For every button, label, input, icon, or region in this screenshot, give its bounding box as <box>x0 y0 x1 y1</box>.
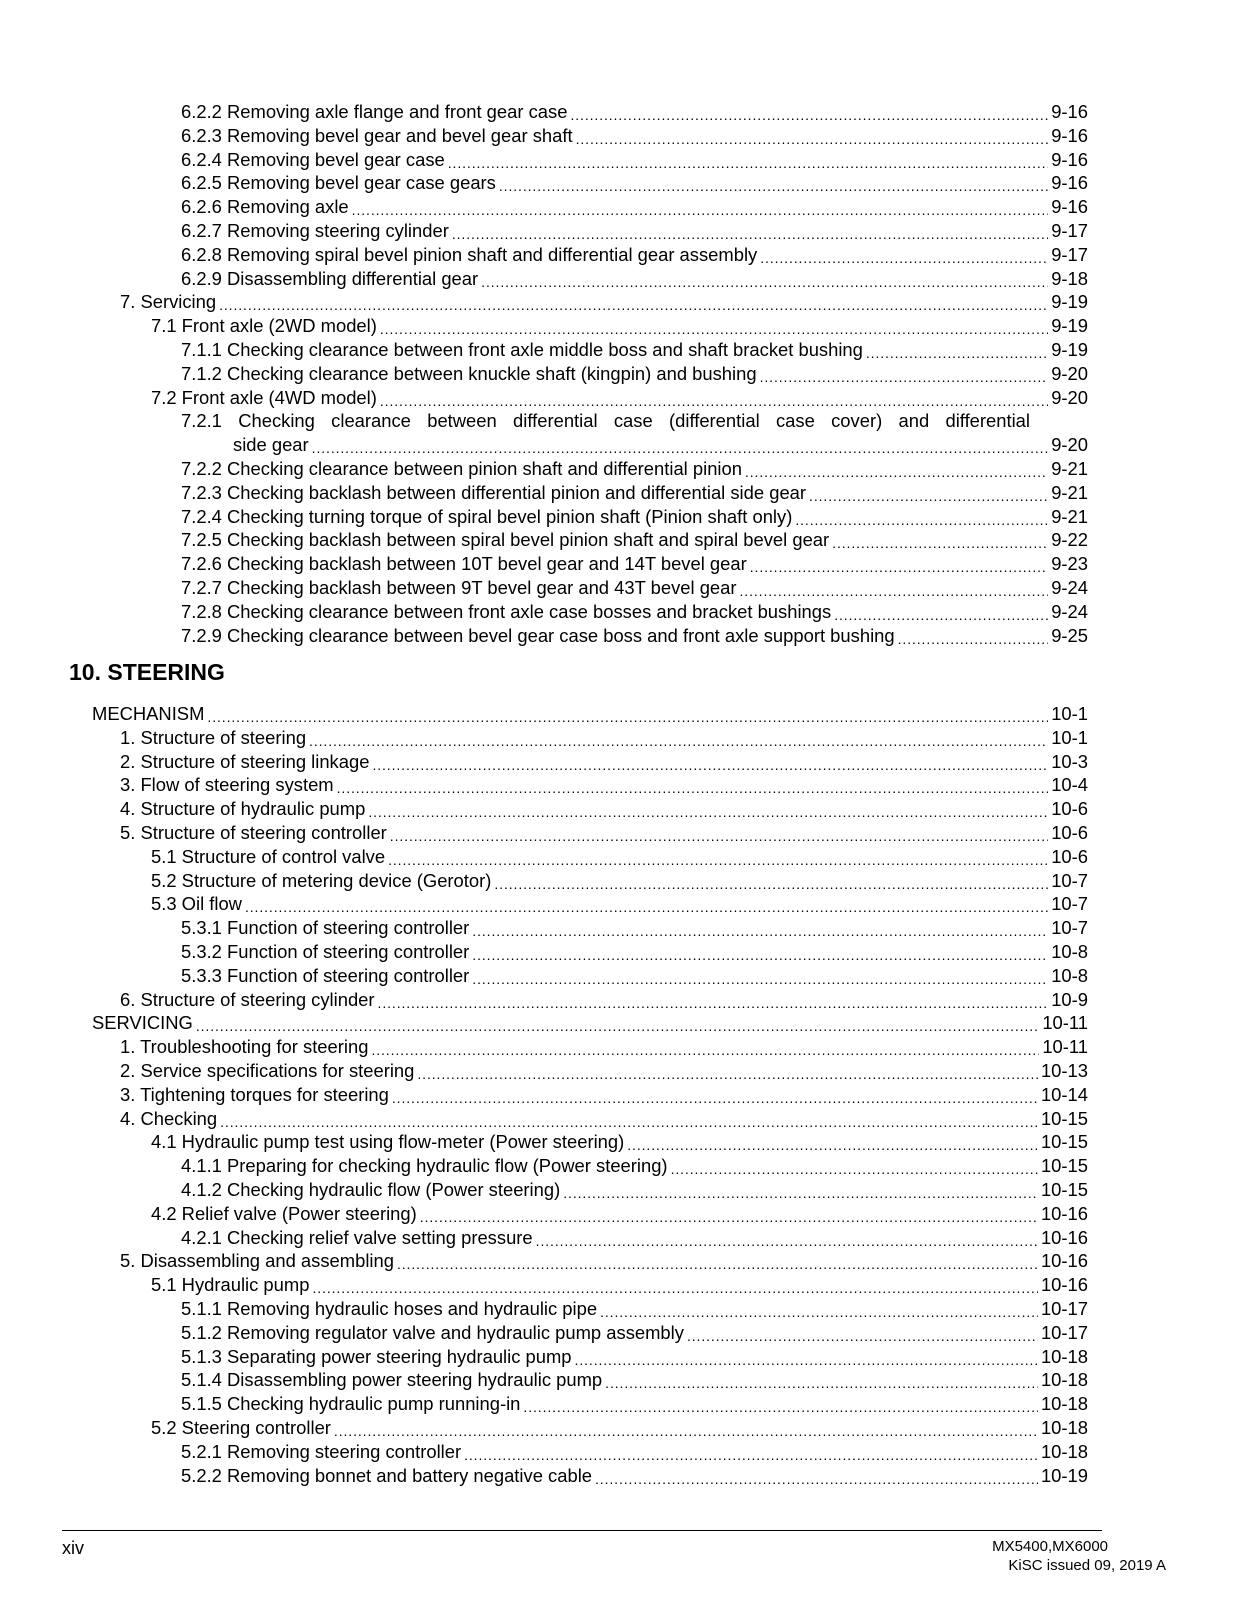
dot-leader <box>575 1347 1038 1365</box>
toc-entry[interactable] <box>151 869 1088 893</box>
dot-leader <box>309 728 1048 746</box>
toc-entry[interactable] <box>120 1059 1088 1083</box>
toc-entry[interactable] <box>181 1226 1088 1250</box>
dot-leader <box>245 894 1048 912</box>
toc-entry[interactable] <box>233 433 1088 457</box>
toc-entry-page: 10-11 <box>1042 1012 1088 1033</box>
dot-leader <box>627 1132 1038 1150</box>
dot-leader <box>378 990 1049 1008</box>
toc-entry[interactable] <box>151 386 1088 410</box>
toc-entry-page: 9-21 <box>1051 482 1088 503</box>
toc-entry[interactable] <box>181 1321 1088 1345</box>
dot-leader <box>334 1418 1038 1436</box>
toc-entry[interactable] <box>181 124 1088 148</box>
footer-page-number: xiv <box>62 1538 84 1558</box>
dot-leader <box>380 316 1048 334</box>
toc-entry[interactable] <box>181 624 1088 648</box>
toc-entry-title: 5.1.5 Checking hydraulic pump running-in <box>181 1393 521 1414</box>
toc-entry[interactable] <box>181 1345 1088 1369</box>
toc-entry-page: 9-20 <box>1051 387 1088 408</box>
toc-entry-page: 10-13 <box>1040 1060 1088 1081</box>
toc-entry-title: SERVICING <box>92 1012 193 1033</box>
toc-entry-title: 5.2 Steering controller <box>151 1417 331 1438</box>
toc-entry-page: 10-18 <box>1040 1346 1088 1367</box>
toc-entry-page: 9-16 <box>1051 125 1088 146</box>
toc-entry-page: 9-22 <box>1051 529 1088 550</box>
toc-entry-title: 7.2.4 Checking turning torque of spiral bevel pinion shaft (Pinion shaft only) <box>181 506 793 527</box>
dot-leader <box>499 173 1048 191</box>
toc-entry[interactable] <box>151 1130 1088 1154</box>
dot-leader <box>371 1037 1039 1055</box>
toc-entry-page: 9-24 <box>1051 601 1088 622</box>
dot-leader <box>417 1061 1038 1079</box>
toc-entry[interactable] <box>181 916 1088 940</box>
toc-entry-title: 7.2.9 Checking clearance between bevel gear case boss and front axle support bushing <box>181 625 895 646</box>
toc-entry-page: 9-19 <box>1051 291 1088 312</box>
dot-leader <box>834 602 1048 620</box>
toc-entry-page: 10-8 <box>1051 965 1088 986</box>
toc-entry[interactable] <box>151 1273 1088 1297</box>
toc-entry-title: 1. Troubleshooting for steering <box>120 1036 369 1057</box>
toc-entry[interactable] <box>181 338 1088 362</box>
toc-entry-page: 9-16 <box>1051 172 1088 193</box>
toc-entry-page: 9-18 <box>1051 268 1088 289</box>
toc-entry[interactable] <box>151 892 1088 916</box>
section-heading: 10. STEERING <box>69 659 225 685</box>
toc-entry-page: 10-18 <box>1040 1441 1088 1462</box>
toc-entry-title: 7.1.1 Checking clearance between front axle middle boss and shaft bracket bushing <box>181 339 863 360</box>
dot-leader <box>595 1466 1038 1484</box>
toc-entry-title: 5. Structure of steering controller <box>120 822 387 843</box>
toc-entry[interactable] <box>181 1154 1088 1178</box>
toc-entry[interactable] <box>181 600 1088 624</box>
toc-entry-title: 5.1.2 Removing regulator valve and hydraulic pump assembly <box>181 1322 684 1343</box>
toc-entry[interactable] <box>120 726 1088 750</box>
toc-entry-title: 1. Structure of steering <box>120 727 307 748</box>
toc-entry-page: 9-25 <box>1051 625 1088 646</box>
toc-entry-title: 7.1 Front axle (2WD model) <box>151 315 377 336</box>
toc-entry-title: 5. Disassembling and assembling <box>120 1250 394 1271</box>
toc-entry-title: 5.1 Hydraulic pump <box>151 1274 310 1295</box>
toc-entry-page: 10-16 <box>1040 1274 1088 1295</box>
toc-entry[interactable] <box>181 481 1088 505</box>
dot-leader <box>472 918 1048 936</box>
toc-entry-page: 9-19 <box>1051 315 1088 336</box>
toc-entry-page: 10-15 <box>1040 1179 1088 1200</box>
toc-entry-page: 10-19 <box>1040 1465 1088 1486</box>
toc-entry-title: 3. Flow of steering system <box>120 774 334 795</box>
toc-entry-title: 4.2.1 Checking relief valve setting pressure <box>181 1227 533 1248</box>
toc-entry-page: 10-6 <box>1051 798 1088 819</box>
toc-entry[interactable] <box>151 1202 1088 1226</box>
toc-entry-title: 6. Structure of steering cylinder <box>120 989 375 1010</box>
toc-entry-page: 10-16 <box>1040 1250 1088 1271</box>
dot-leader <box>523 1394 1038 1412</box>
dot-leader <box>420 1204 1038 1222</box>
toc-entry[interactable] <box>181 940 1088 964</box>
dot-leader <box>352 197 1049 215</box>
toc-entry-page: 9-17 <box>1051 220 1088 241</box>
toc-entry-title: 6.2.9 Disassembling differential gear <box>181 268 479 289</box>
toc-entry-title: 7.1.2 Checking clearance between knuckle shaft (kingpin) and bushing <box>181 363 757 384</box>
toc-entry-title: 5.2 Structure of metering device (Gerotor) <box>151 870 492 891</box>
toc-entry-page: 9-17 <box>1051 244 1088 265</box>
toc-entry-page: 9-20 <box>1051 434 1088 455</box>
toc-entry[interactable] <box>181 1368 1088 1392</box>
toc-entry-page: 10-17 <box>1040 1298 1088 1319</box>
toc-entry[interactable] <box>181 148 1088 172</box>
toc-entry-title: 6.2.7 Removing steering cylinder <box>181 220 449 241</box>
toc-entry[interactable] <box>181 171 1088 195</box>
toc-entry-title: 5.1 Structure of control valve <box>151 846 386 867</box>
toc-entry[interactable] <box>181 195 1088 219</box>
toc-entry-page: 10-6 <box>1051 846 1088 867</box>
toc-entry-title: 2. Service specifications for steering <box>120 1060 415 1081</box>
toc-entry-title: 2. Structure of steering linkage <box>120 751 370 772</box>
toc-entry[interactable] <box>92 1011 1088 1035</box>
toc-entry[interactable] <box>181 1440 1088 1464</box>
toc-entry[interactable] <box>120 773 1088 797</box>
dot-leader <box>536 1228 1038 1246</box>
toc-entry-title: 4. Checking <box>120 1108 218 1129</box>
dot-leader <box>600 1299 1038 1317</box>
dot-leader <box>196 1013 1039 1031</box>
toc-entry[interactable] <box>151 1416 1088 1440</box>
toc-entry[interactable] <box>181 1464 1088 1488</box>
toc-entry[interactable] <box>120 988 1088 1012</box>
dot-leader <box>452 221 1048 239</box>
toc-entry-title: 5.1.1 Removing hydraulic hoses and hydraulic pipe <box>181 1298 598 1319</box>
toc-entry-title: 6.2.6 Removing axle <box>181 196 349 217</box>
dot-leader <box>570 102 1048 120</box>
toc-entry-title: 7.2.5 Checking backlash between spiral bevel pinion shaft and spiral bevel gear <box>181 529 830 550</box>
dot-leader <box>745 459 1048 477</box>
dot-leader <box>207 704 1048 722</box>
toc-entry-title: 5.3.1 Function of steering controller <box>181 917 470 938</box>
toc-entry[interactable] <box>120 1249 1088 1273</box>
toc-entry-page: 10-7 <box>1051 893 1088 914</box>
footer-issue: KiSC issued 09, 2019 A <box>1008 1557 1166 1574</box>
dot-leader <box>760 245 1048 263</box>
footer-divider <box>62 1530 1102 1531</box>
dot-leader <box>671 1156 1038 1174</box>
toc-entry-title: 6.2.5 Removing bevel gear case gears <box>181 172 496 193</box>
toc-entry-title: 3. Tightening torques for steering <box>120 1084 389 1105</box>
footer-model: MX5400,MX6000 <box>992 1538 1108 1555</box>
toc-entry-page: 10-3 <box>1051 751 1088 772</box>
dot-leader <box>809 483 1048 501</box>
dot-leader <box>576 126 1049 144</box>
toc-entry[interactable] <box>181 219 1088 243</box>
dot-leader <box>388 847 1048 865</box>
toc-entry-title: 4.2 Relief valve (Power steering) <box>151 1203 417 1224</box>
toc-entry-page: 9-19 <box>1051 339 1088 360</box>
toc-entry-title: 6.2.3 Removing bevel gear and bevel gear shaft <box>181 125 573 146</box>
dot-leader <box>464 1442 1038 1460</box>
toc-entry-title: 5.3.3 Function of steering controller <box>181 965 470 986</box>
toc-entry-title: 6.2.8 Removing spiral bevel pinion shaft and differential gear assembly <box>181 244 758 265</box>
toc-entry[interactable] <box>120 821 1088 845</box>
toc-entry-page: 9-16 <box>1051 149 1088 170</box>
toc-entry-page: 10-17 <box>1040 1322 1088 1343</box>
toc-entry[interactable] <box>181 528 1088 552</box>
toc-entry-title: 7.2.3 Checking backlash between differential pinion and differential side gear <box>181 482 807 503</box>
toc-entry[interactable] <box>181 243 1088 267</box>
toc-entry-page: 10-14 <box>1040 1084 1088 1105</box>
toc-entry[interactable] <box>120 1083 1088 1107</box>
dot-leader <box>687 1323 1038 1341</box>
dot-leader <box>472 942 1048 960</box>
toc-entry-title: 4.1 Hydraulic pump test using flow-meter (Power steering) <box>151 1131 625 1152</box>
toc-entry-page: 9-16 <box>1051 196 1088 217</box>
toc-entry-page: 10-7 <box>1051 870 1088 891</box>
toc-entry[interactable] <box>120 1107 1088 1131</box>
toc-entry-page: 10-1 <box>1051 727 1088 748</box>
toc-entry-page: 10-15 <box>1040 1108 1088 1129</box>
toc-entry-page: 9-24 <box>1051 577 1088 598</box>
toc-entry-page: 10-7 <box>1051 917 1088 938</box>
toc-entry-page: 10-18 <box>1040 1393 1088 1414</box>
toc-entry[interactable] <box>181 552 1088 576</box>
toc-entry-title: side gear <box>233 434 309 455</box>
toc-entry-title: 4. Structure of hydraulic pump <box>120 798 366 819</box>
toc-entry[interactable] <box>181 1392 1088 1416</box>
dot-leader <box>368 799 1048 817</box>
toc-entry-title: 5.2.2 Removing bonnet and battery negative cable <box>181 1465 593 1486</box>
dot-leader <box>312 1275 1038 1293</box>
dot-leader <box>494 871 1048 889</box>
toc-entry-title: 5.2.1 Removing steering controller <box>181 1441 462 1462</box>
toc-entry-page: 9-21 <box>1051 506 1088 527</box>
dot-leader <box>795 507 1048 525</box>
toc-entry[interactable] <box>181 362 1088 386</box>
dot-leader <box>866 340 1048 358</box>
toc-entry[interactable] <box>92 702 1088 726</box>
toc-entry[interactable] <box>120 1035 1088 1059</box>
toc-entry-page: 10-18 <box>1040 1369 1088 1390</box>
toc-entry[interactable] <box>151 314 1088 338</box>
dot-leader <box>740 578 1049 596</box>
toc-entry-text: 7.2.1 Checking clearance between differential case (differential case cover) and differential <box>181 410 1030 431</box>
toc-entry-title: 7.2 Front axle (4WD model) <box>151 387 377 408</box>
toc-entry[interactable] <box>181 457 1088 481</box>
toc-entry-title: 5.3 Oil flow <box>151 893 242 914</box>
toc-entry[interactable] <box>181 100 1088 124</box>
toc-entry-page: 10-18 <box>1040 1417 1088 1438</box>
toc-entry-page: 10-6 <box>1051 822 1088 843</box>
toc-entry[interactable] <box>120 797 1088 821</box>
toc-entry-page: 10-8 <box>1051 941 1088 962</box>
toc-entry[interactable] <box>181 267 1088 291</box>
dot-leader <box>312 435 1049 453</box>
dot-leader <box>397 1251 1038 1269</box>
toc-entry-page: 9-20 <box>1051 363 1088 384</box>
dot-leader <box>390 823 1048 841</box>
dot-leader <box>563 1180 1038 1198</box>
toc-entry[interactable] <box>181 964 1088 988</box>
dot-leader <box>220 1109 1038 1127</box>
toc-entry-title: 5.1.3 Separating power steering hydraulic pump <box>181 1346 572 1367</box>
toc-entry-title: 5.3.2 Function of steering controller <box>181 941 470 962</box>
toc-entry-title: MECHANISM <box>92 703 205 724</box>
toc-entry-title: 6.2.4 Removing bevel gear case <box>181 149 445 170</box>
toc-entry-page: 10-15 <box>1040 1131 1088 1152</box>
dot-leader <box>472 966 1048 984</box>
toc-entry[interactable] <box>181 1297 1088 1321</box>
dot-leader <box>219 292 1048 310</box>
dot-leader <box>898 626 1049 644</box>
toc-entry[interactable] <box>181 1178 1088 1202</box>
toc-entry-title: 7. Servicing <box>120 291 217 312</box>
toc-entry-page: 9-23 <box>1051 553 1088 574</box>
dot-leader <box>448 150 1048 168</box>
toc-entry-title: 6.2.2 Removing axle flange and front gear case <box>181 101 568 122</box>
toc-entry-page: 10-11 <box>1042 1036 1088 1057</box>
dot-leader <box>832 530 1048 548</box>
toc-entry-page: 9-21 <box>1051 458 1088 479</box>
dot-leader <box>380 388 1048 406</box>
toc-entry-page: 10-4 <box>1051 774 1088 795</box>
toc-entry[interactable] <box>181 576 1088 600</box>
toc-entry[interactable] <box>120 290 1088 314</box>
toc-entry-page: 9-16 <box>1051 101 1088 122</box>
toc-entry-page: 10-1 <box>1051 703 1088 724</box>
toc-entry-page: 10-15 <box>1040 1155 1088 1176</box>
toc-entry-title: 5.1.4 Disassembling power steering hydraulic pump <box>181 1369 603 1390</box>
toc-entry-page: 10-16 <box>1040 1203 1088 1224</box>
toc-entry[interactable] <box>120 750 1088 774</box>
toc-entry-title: 7.2.7 Checking backlash between 9T bevel gear and 43T bevel gear <box>181 577 737 598</box>
toc-entry[interactable] <box>181 505 1088 529</box>
toc-entry-title: 7.2.8 Checking clearance between front axle case bosses and bracket bushings <box>181 601 832 622</box>
dot-leader <box>337 775 1049 793</box>
dot-leader <box>760 364 1049 382</box>
toc-entry-title: 4.1.2 Checking hydraulic flow (Power steering) <box>181 1179 561 1200</box>
dot-leader <box>392 1085 1038 1103</box>
dot-leader <box>750 554 1048 572</box>
dot-leader <box>372 752 1048 770</box>
toc-entry-title: 7.2.2 Checking clearance between pinion shaft and differential pinion <box>181 458 742 479</box>
dot-leader <box>605 1370 1038 1388</box>
dot-leader <box>481 269 1048 287</box>
toc-entry-title: 7.2.6 Checking backlash between 10T bevel gear and 14T bevel gear <box>181 553 747 574</box>
toc-entry-page: 10-16 <box>1040 1227 1088 1248</box>
toc-entry[interactable] <box>151 845 1088 869</box>
toc-entry-title: 4.1.1 Preparing for checking hydraulic flow (Power steering) <box>181 1155 668 1176</box>
toc-entry-page: 10-9 <box>1051 989 1088 1010</box>
